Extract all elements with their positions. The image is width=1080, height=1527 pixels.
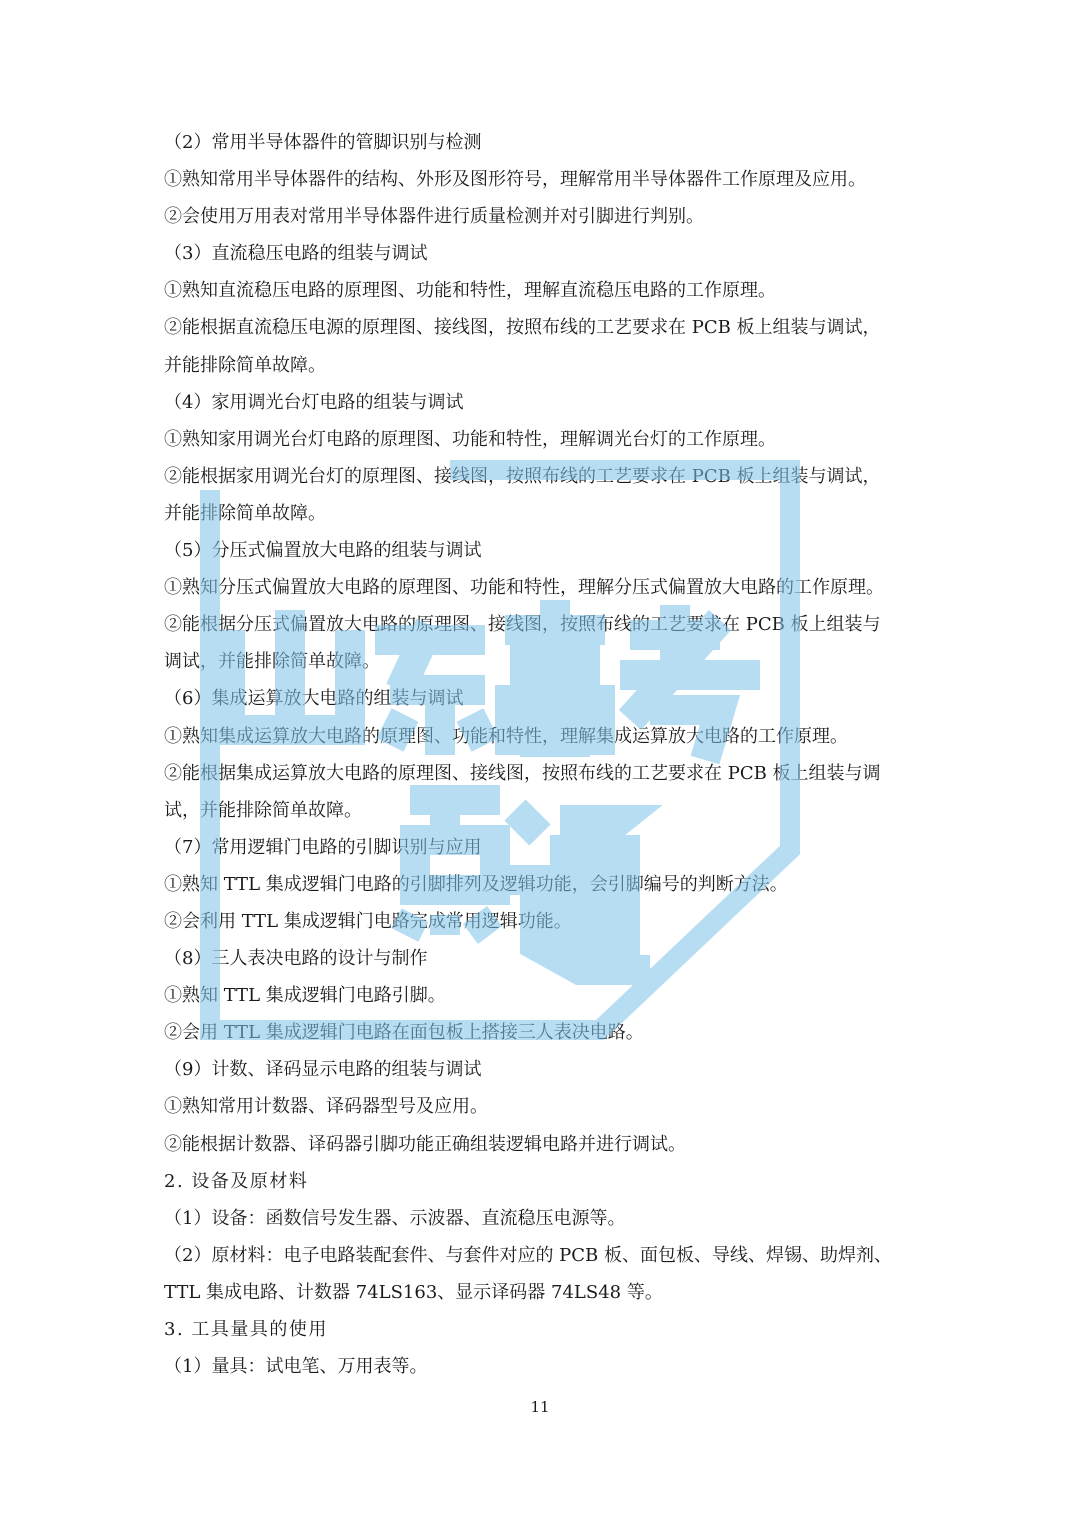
section-heading: （4）家用调光台灯电路的组装与调试: [164, 391, 464, 413]
paragraph-line: （2）原材料：电子电路装配套件、与套件对应的 PCB 板、面包板、导线、焊锡、助焊剂、: [164, 1244, 893, 1266]
section-heading: （7）常用逻辑门电路的引脚识别与应用: [164, 836, 482, 858]
section-heading: （9）计数、译码显示电路的组装与调试: [164, 1059, 482, 1081]
paragraph-line: ①熟知集成运算放大电路的原理图、功能和特性，理解集成运算放大电路的工作原理。: [164, 725, 848, 747]
page-body: [164, 124, 924, 1385]
paragraph-line: ①熟知常用计数器、译码器型号及应用。: [164, 1096, 488, 1118]
paragraph-line: ①熟知直流稳压电路的原理图、功能和特性，理解直流稳压电路的工作原理。: [164, 280, 776, 302]
section-heading: （2）常用半导体器件的管脚识别与检测: [164, 132, 482, 153]
section-heading: （3）直流稳压电路的组装与调试: [164, 243, 428, 265]
paragraph-line: ②能根据集成运算放大电路的原理图、接线图，按照布线的工艺要求在 PCB 板上组装与调: [164, 762, 881, 784]
paragraph-line: （1）量具：试电笔、万用表等。: [164, 1356, 428, 1378]
chapter-heading: 3. 工具量具的使用: [164, 1319, 328, 1340]
paragraph-line: ②会利用 TTL 集成逻辑门电路完成常用逻辑功能。: [164, 910, 572, 932]
paragraph-line: TTL 集成电路、计数器 74LS163、显示译码器 74LS48 等。: [164, 1281, 663, 1303]
paragraph-line: ②能根据分压式偏置放大电路的原理图、接线图，按照布线的工艺要求在 PCB 板上组装与: [164, 614, 881, 636]
paragraph-line: ②能根据计数器、译码器引脚功能正确组装逻辑电路并进行调试。: [164, 1133, 686, 1155]
paragraph-line: ②能根据家用调光台灯的原理图、接线图，按照布线的工艺要求在 PCB 板上组装与调试，: [164, 465, 881, 487]
section-heading: （5）分压式偏置放大电路的组装与调试: [164, 540, 482, 562]
section-heading: （8）三人表决电路的设计与制作: [164, 948, 428, 970]
page-number: 11: [530, 1398, 550, 1416]
paragraph-line: 试，并能排除简单故障。: [164, 799, 362, 821]
paragraph-line: ①熟知家用调光台灯电路的原理图、功能和特性，理解调光台灯的工作原理。: [164, 428, 776, 450]
paragraph-line: 并能排除简单故障。: [164, 354, 326, 376]
paragraph-line: ①熟知 TTL 集成逻辑门电路的引脚排列及逻辑功能，会引脚编号的判断方法。: [164, 873, 788, 895]
paragraph-line: ①熟知 TTL 集成逻辑门电路引脚。: [164, 985, 446, 1007]
paragraph-line: ①熟知分压式偏置放大电路的原理图、功能和特性，理解分压式偏置放大电路的工作原理。: [164, 577, 884, 599]
paragraph-line: ①熟知常用半导体器件的结构、外形及图形符号，理解常用半导体器件工作原理及应用。: [164, 169, 866, 191]
paragraph-line: ②能根据直流稳压电源的原理图、接线图，按照布线的工艺要求在 PCB 板上组装与调试，: [164, 317, 881, 339]
paragraph-line: 并能排除简单故障。: [164, 502, 326, 524]
paragraph-line: ②会使用万用表对常用半导体器件进行质量检测并对引脚进行判别。: [164, 206, 704, 228]
paragraph-line: （1）设备：函数信号发生器、示波器、直流稳压电源等。: [164, 1207, 626, 1229]
section-heading: （6）集成运算放大电路的组装与调试: [164, 688, 464, 710]
paragraph-line: ②会用 TTL 集成逻辑门电路在面包板上搭接三人表决电路。: [164, 1022, 644, 1044]
paragraph-line: 调试，并能排除简单故障。: [164, 651, 380, 673]
chapter-heading: 2. 设备及原材料: [164, 1170, 309, 1192]
